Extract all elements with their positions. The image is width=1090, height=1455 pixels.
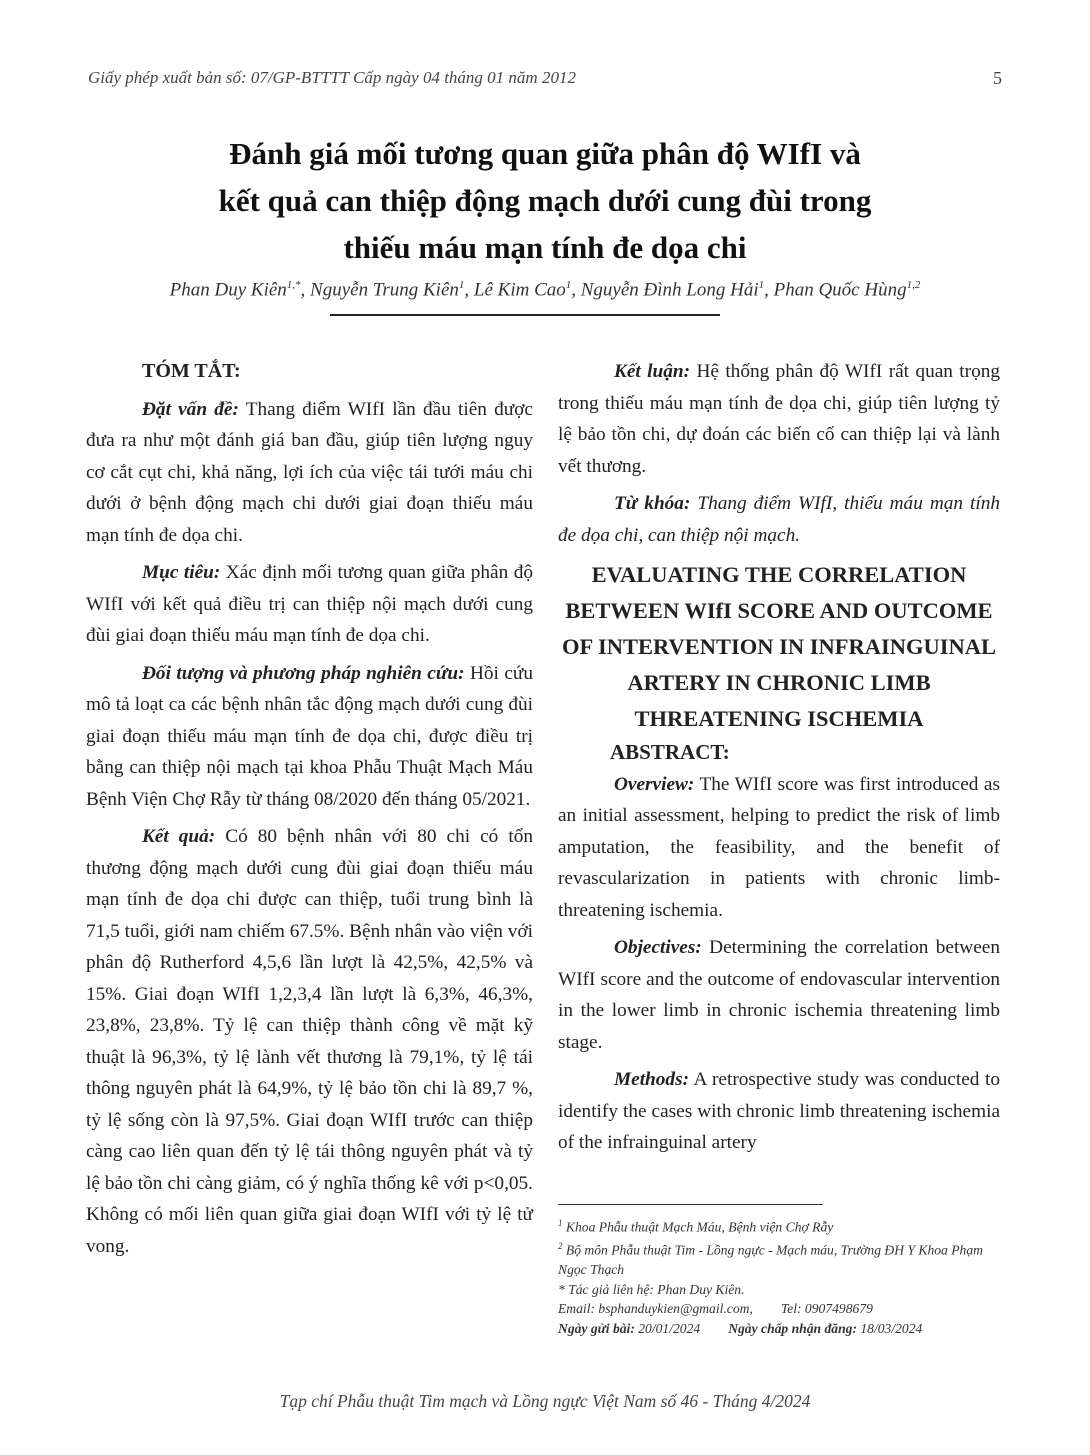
submitted-label: Ngày gửi bài: <box>558 1320 635 1336</box>
contact-line <box>558 1299 1008 1319</box>
section-text: A retrospective study was conducted to identify the cases with chronic limb threatening ischemia of the infrainguinal artery <box>558 1069 1000 1153</box>
author-name: Nguyễn Đình Long Hải <box>580 279 759 301</box>
right-column <box>558 356 1000 1165</box>
author-affiliation: 1 <box>458 279 465 291</box>
section-label: Objectives: <box>614 937 702 958</box>
author-affiliation: 1 <box>758 279 765 291</box>
author-affiliation: 1,2 <box>906 279 921 291</box>
section-label: Từ khóa: <box>614 493 691 514</box>
vi-section <box>86 394 533 552</box>
section-text: The WIfI score was first introduced as an initial assessment, helping to predict the risk of limb amputation, the feasibility, and the benefit of revascularization in patients with chronic limb-threatening ischemia. <box>558 773 1000 921</box>
section-label: Kết quả: <box>142 826 216 847</box>
section-label: Overview: <box>614 773 695 795</box>
footnote-divider <box>558 1204 823 1205</box>
accepted-date: 18/03/2024 <box>856 1320 923 1336</box>
left-column <box>86 356 533 1268</box>
vi-section <box>86 821 533 1262</box>
dates-line <box>558 1319 1008 1339</box>
vi-keywords <box>558 488 1000 551</box>
author-list: Phan Duy Kiên$^{1,*}$, Nguyễn Trung Kiên$^1$, Lê Kim Cao$^1$, Nguyễn Đình Long Hải$^1$, Phan Quốc Hùng$^{1,2}$ <box>169 279 921 301</box>
section-label: Đối tượng và phương pháp nghiên cứu: <box>142 662 465 684</box>
section-text: Thang điểm WIfI lần đầu tiên được đưa ra như một đánh giá ban đầu, giúp tiên lượng nguy cơ cắt cụt chi, khả năng, lợi ích của việc tái tưới máu chi dưới ở bệnh động mạch chi dưới giai đoạn thiếu máu mạn tính đe dọa chi. <box>86 398 533 546</box>
title-line: Đánh giá mối tương quan giữa phân độ WIfI và <box>229 136 861 171</box>
author-name: Nguyễn Trung Kiên <box>310 279 459 301</box>
journal-footer: Tạp chí Phẫu thuật Tim mạch và Lồng ngực Việt Nam số 46 - Tháng 4/2024 <box>279 1391 811 1411</box>
author-name: Phan Duy Kiên <box>169 279 287 301</box>
section-text: Determining the correlation between WIfI score and the outcome of endovascular intervention in the lower limb in chronic ischemia threatening limb stage. <box>558 937 1000 1053</box>
section-text: Thang điểm WIfI, thiếu máu mạn tính đe dọa chi, can thiệp nội mạch. <box>558 493 1000 546</box>
vi-section <box>86 557 533 652</box>
telephone: Tel: 0907498679 <box>780 1301 873 1317</box>
footnotes <box>558 1214 1008 1338</box>
en-abstract-heading: ABSTRACT: <box>610 740 730 764</box>
english-title: EVALUATING THE CORRELATION BETWEEN WIfI SCORE AND OUTCOME OF INTERVENTION IN INFRAINGUINAL ARTERY IN CHRONIC LIMB THREATENING ISCHEMIA <box>561 562 997 731</box>
footnote-affiliation-2: $^2$ Bộ môn Phẫu thuật Tim - Lồng ngực - Mạch máu, Trường ĐH Y Khoa Phạm Ngọc Thạch <box>558 1241 983 1278</box>
author-name: Phan Quốc Hùng <box>773 279 907 301</box>
vi-section <box>558 356 1000 482</box>
section-text: Có 80 bệnh nhân với 80 chi có tổn thương động mạch dưới cung đùi giai đoạn thiếu máu mạn tính đe dọa chi được can thiệp, tuổi trung bình là 71,5 tuổi, giới nam chiếm 67.5%. Bệnh nhân vào viện với phân độ Rutherford 4,5,6 lần lượt là 42,5%, 42,5% và 15%. Giai đoạn WIfI 1,2,3,4 lần lượt là 6,3%, 46,3%, 23,8%, 23,8%. Tỷ lệ can thiệp thành công về mặt kỹ thuật là 96,3%, tỷ lệ lành vết thương là 79,1%, tỷ lệ tái thông nguyên phát là 64,9%, tỷ lệ bảo tồn chi là 89,7 %, tỷ lệ sống còn là 97,5%. Giai đoạn WIfI trước can thiệp càng cao liên quan đến tỷ lệ tái thông nguyên phát và tỷ lệ bảo tồn chi càng giảm, có ý nghĩa thống kê với p<0,05. Không có mối liên quan giữa giai đoạn WIfI với tỷ lệ tử vong. <box>86 826 533 1257</box>
accepted-label: Ngày chấp nhận đăng: <box>728 1320 857 1336</box>
vi-abstract-heading: TÓM TẮT: <box>142 360 241 382</box>
corresponding-author: * Tác giả liên hệ: Phan Duy Kiên. <box>558 1281 745 1297</box>
author-name: Lê Kim Cao <box>473 279 566 301</box>
section-text: Xác định mối tương quan giữa phân độ WIfI với kết quả điều trị can thiệp nội mạch dưới cung đùi giai đoạn thiếu máu mạn tính đe dọa chi. <box>86 562 533 646</box>
title-divider <box>330 314 720 316</box>
author-affiliation: 1 <box>565 279 572 291</box>
en-section <box>558 769 1000 927</box>
section-text: Hệ thống phân độ WIfI rất quan trọng trong thiếu máu mạn tính đe dọa chi, giúp tiên lượng tỷ lệ bảo tồn chi, dự đoán các biến cố can thiệp lại và lành vết thương. <box>558 361 1000 477</box>
footnote-affiliation-1: $^1$ Khoa Phẫu thuật Mạch Máu, Bệnh viện Chợ Rẫy <box>558 1218 834 1235</box>
en-section <box>558 932 1000 1058</box>
submitted-date: 20/01/2024 <box>634 1320 701 1336</box>
footnote-text: Khoa Phẫu thuật Mạch Máu, Bệnh viện Chợ Rẫy <box>565 1219 834 1235</box>
footnote-text: Bộ môn Phẫu thuật Tim - Lồng ngực - Mạch máu, Trường ĐH Y Khoa Phạm Ngọc Thạch <box>558 1242 983 1278</box>
section-label: Mục tiêu: <box>142 562 221 583</box>
page-number: 5 <box>993 68 1002 88</box>
running-header: Giấy phép xuất bản số: 07/GP-BTTTT Cấp ngày 04 tháng 01 năm 2012 <box>88 68 576 87</box>
email: Email: bsphanduykien@gmail.com, <box>558 1301 753 1317</box>
title-line: kết quả can thiệp động mạch dưới cung đùi trong <box>218 183 872 218</box>
section-label: Đặt vấn đề: <box>142 398 239 420</box>
section-label: Methods: <box>614 1069 689 1090</box>
section-text: Hồi cứu mô tả loạt ca các bệnh nhân tắc động mạch dưới cung đùi giai đoạn thiếu máu mạn tính đe dọa chi, được điều trị bằng can thiệp nội mạch tại khoa Phẫu Thuật Mạch Máu Bệnh Viện Chợ Rẫy từ tháng 08/2020 đến tháng 05/2021. <box>86 662 533 810</box>
author-affiliation: 1,* <box>286 279 301 291</box>
article-title <box>0 130 1090 271</box>
vi-section <box>86 658 533 816</box>
en-section <box>558 1064 1000 1159</box>
section-label: Kết luận: <box>614 361 691 382</box>
title-line: thiếu máu mạn tính đe dọa chi <box>343 230 747 265</box>
